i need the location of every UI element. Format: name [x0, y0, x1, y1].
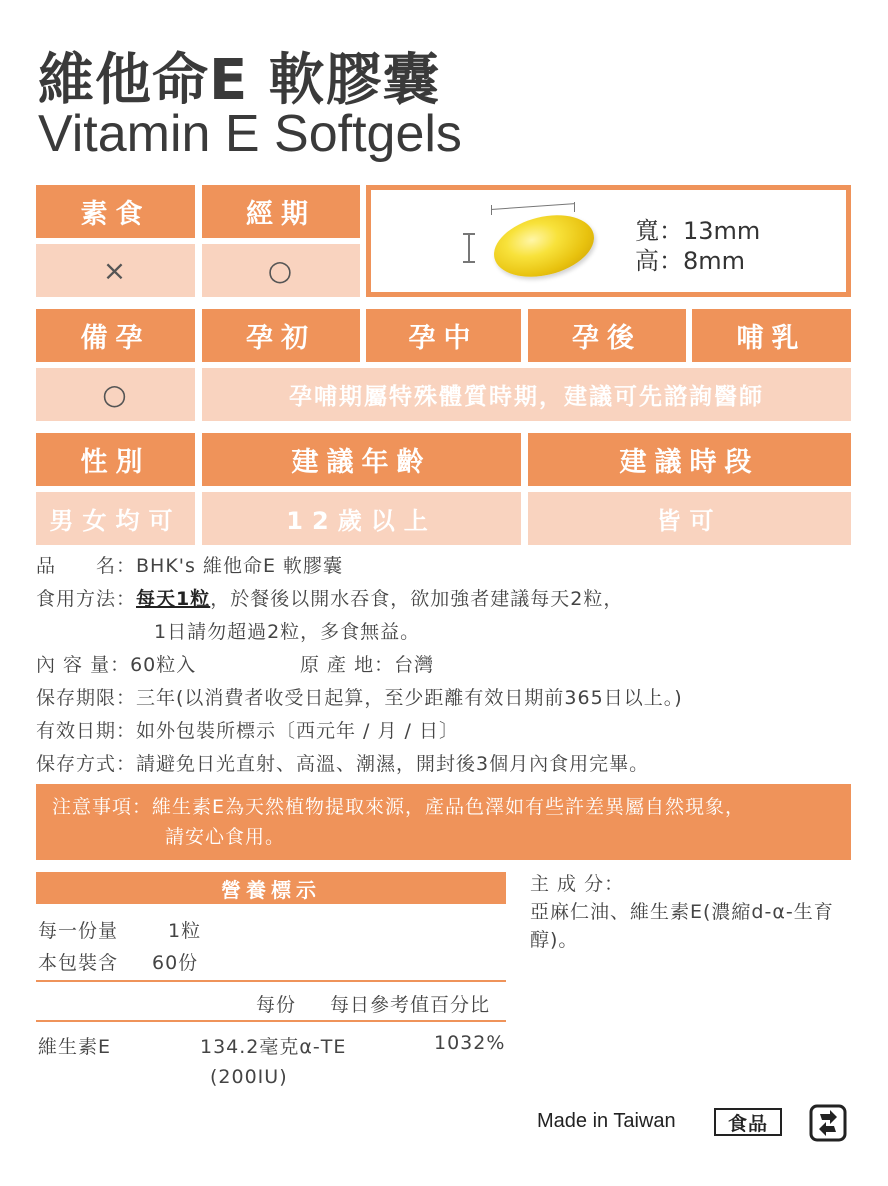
notice-line2: 請安心食用。 [165, 826, 286, 848]
nutrition-header: 營養標示 [36, 872, 506, 904]
nutrition-divider-top [36, 980, 506, 982]
origin-label: 原 產 地： [300, 654, 395, 676]
storage-label: 保存方式： [36, 753, 137, 775]
expiry-label: 有效日期： [36, 720, 137, 742]
nutrition-divider-bottom [36, 1020, 506, 1022]
origin-row [300, 652, 434, 678]
usage-label: 食用方法： [36, 588, 137, 610]
notice-line1: 維生素E為天然植物提取來源，產品色澤如有些許差異屬自然現象， [152, 796, 746, 818]
usage-row [36, 586, 623, 612]
ingredients-label: 主 成 分： [530, 873, 625, 895]
late-pregnancy-label: 孕後 [528, 309, 686, 362]
nutrient-name: 維生素E [38, 1036, 112, 1058]
height-ruler-icon [461, 233, 477, 263]
capsule-size-box [366, 185, 851, 297]
menstrual-label: 經期 [202, 185, 360, 238]
made-in-taiwan: Made in Taiwan [537, 1110, 676, 1132]
time-label: 建議時段 [528, 433, 851, 486]
pregnancy-prep-label: 備孕 [36, 309, 195, 362]
vegetarian-value: × [36, 244, 195, 297]
width-ruler-icon [491, 202, 575, 212]
nutrient-amount: 134.2毫克α-TE [200, 1036, 347, 1058]
content-value: 60粒入 [130, 654, 197, 676]
storage-row [36, 751, 649, 777]
usage-text-line2: 1日請勿超過2粒，多食無益。 [154, 621, 421, 643]
early-pregnancy-label: 孕初 [202, 309, 360, 362]
recycle-icon [808, 1103, 848, 1143]
content-label: 內 容 量： [36, 654, 131, 676]
servings-per-package-value: 60份 [152, 952, 199, 974]
notice-box [36, 784, 851, 860]
shelf-life-value: 三年(以消費者收受日起算，至少距離有效日期前365日以上。) [136, 687, 683, 709]
gender-value: 男女均可 [36, 492, 195, 545]
expiry-row [36, 718, 459, 744]
usage-dose-bold: 每天1粒 [136, 588, 211, 610]
storage-value: 請避免日光直射、高溫、潮濕，開封後3個月內食用完畢。 [136, 753, 650, 775]
shelf-life-label: 保存期限： [36, 687, 137, 709]
menstrual-value: ○ [202, 244, 360, 297]
nutrient-daily-value: 1032% [434, 1032, 506, 1054]
product-name-label: 品 名： [36, 555, 137, 577]
food-badge: 食品 [714, 1108, 782, 1136]
ingredients-text: 亞麻仁油、維生素E(濃縮d-α-生育醇)。 [530, 901, 834, 951]
servings-per-package-label: 本包裝含 [38, 952, 119, 974]
column-per-serving: 每份 [256, 994, 297, 1016]
origin-value: 台灣 [394, 654, 435, 676]
usage-text: ，於餐後以開水吞食，欲加強者建議每天2粒， [210, 588, 624, 610]
age-label: 建議年齡 [202, 433, 521, 486]
gender-label: 性別 [36, 433, 195, 486]
product-title-zh: 維他命E 軟膠囊 [38, 48, 440, 113]
mid-pregnancy-label: 孕中 [366, 309, 521, 362]
ingredients-block [530, 870, 860, 954]
time-value: 皆可 [528, 492, 851, 545]
vegetarian-label: 素食 [36, 185, 195, 238]
column-daily-value: 每日參考值百分比 [330, 994, 491, 1016]
pregnancy-prep-value: ○ [36, 368, 195, 421]
shelf-life-row [36, 685, 683, 711]
serving-size-value: 1粒 [168, 920, 202, 942]
softgel-capsule-image [487, 206, 600, 287]
age-value: 12歲以上 [202, 492, 521, 545]
nutrient-iu: (200IU) [210, 1066, 288, 1088]
serving-size-label: 每一份量 [38, 920, 119, 942]
product-name-row [36, 553, 343, 579]
usage-row-2 [154, 619, 420, 645]
breastfeeding-label: 哺乳 [692, 309, 851, 362]
capsule-dimensions [635, 216, 760, 276]
expiry-value: 如外包裝所標示〔西元年 / 月 / 日〕 [136, 720, 459, 742]
pregnancy-note: 孕哺期屬特殊體質時期，建議可先諮詢醫師 [202, 368, 851, 421]
product-title-en: Vitamin E Softgels [38, 105, 462, 163]
capsule-height: 高：8mm [635, 247, 746, 275]
notice-label: 注意事項： [52, 796, 153, 818]
capsule-width: 寬：13mm [635, 217, 761, 245]
product-name-value: BHK's 維他命E 軟膠囊 [136, 555, 344, 577]
content-row [36, 652, 196, 678]
